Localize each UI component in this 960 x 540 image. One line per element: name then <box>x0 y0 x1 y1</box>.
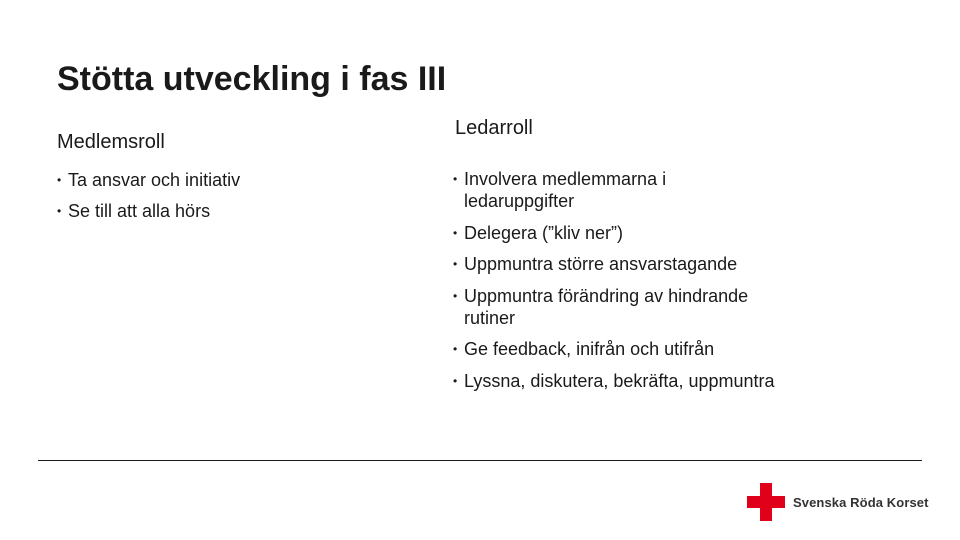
list-item <box>57 200 397 222</box>
bullet-icon: • <box>453 342 458 356</box>
slide-title: Stötta utveckling i fas III <box>57 60 447 98</box>
list-item <box>453 285 804 329</box>
footer-divider <box>38 460 922 461</box>
leader-role-list <box>453 168 873 401</box>
leader-role-heading: Ledarroll <box>455 117 533 139</box>
red-cross-icon <box>747 483 785 521</box>
bullet-icon: • <box>453 225 458 240</box>
list-item-text: Uppmuntra förändring av hindrande rutiner <box>464 285 749 328</box>
bullet-icon: • <box>453 172 458 186</box>
member-role-heading: Medlemsroll <box>57 131 165 153</box>
list-item <box>453 168 714 212</box>
list-item <box>453 253 873 275</box>
list-item-text: Lyssna, diskutera, bekräfta, uppmuntra <box>464 370 775 391</box>
list-item-text: Uppmuntra större ansvarstagande <box>464 254 738 274</box>
bullet-icon: • <box>453 373 458 388</box>
list-item <box>453 338 873 360</box>
list-item <box>453 370 873 392</box>
member-role-list <box>57 169 397 231</box>
list-item-text: Se till att alla hörs <box>68 201 211 221</box>
logo-text: Svenska Röda Korset <box>793 494 929 510</box>
list-item-text: Involvera medlemmarna i ledaruppgifter <box>464 169 667 211</box>
list-item-text: Ge feedback, inifrån och utifrån <box>464 339 715 359</box>
list-item <box>57 169 397 191</box>
bullet-icon: • <box>453 288 458 303</box>
list-item-text: Delegera (”kliv ner”) <box>464 222 624 243</box>
list-item <box>453 222 873 244</box>
list-item-text: Ta ansvar och initiativ <box>68 170 241 190</box>
organization-logo <box>747 483 929 521</box>
bullet-icon: • <box>57 204 62 218</box>
bullet-icon: • <box>57 173 62 187</box>
bullet-icon: • <box>453 257 458 271</box>
